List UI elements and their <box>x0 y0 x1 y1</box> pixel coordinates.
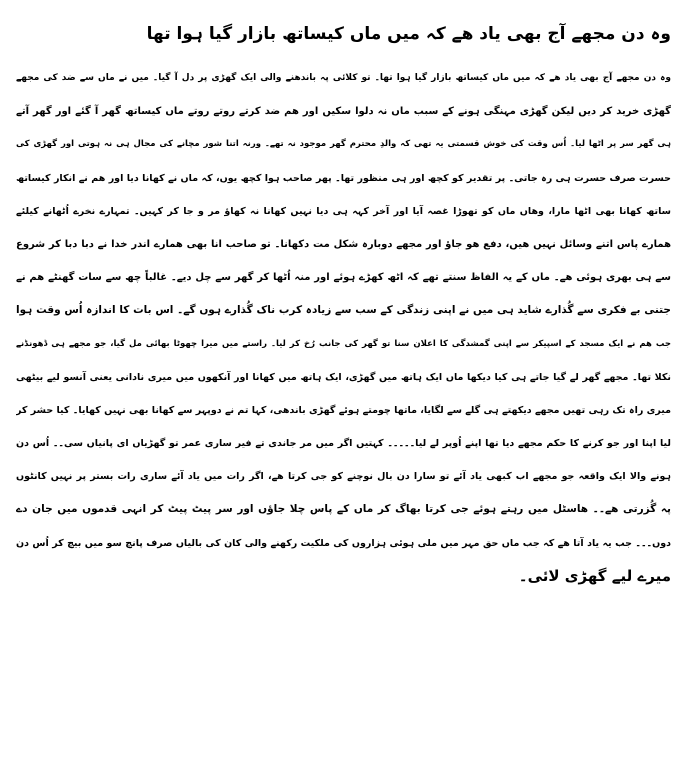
text-line: جتنی بے فکری سے گُذارے شاید ہی میں نے اپنی زندگی کے سب سے زیادہ کرب ناک گُذارے ہوں گے۔ اس بات کا اندازہ اُس وقت ہوا <box>16 304 671 317</box>
text-line: میرے لیے گھڑی لائی۔ <box>518 566 671 585</box>
text-line: میری راہ تک رہی تھیں مجھے دیکھتے ہی گلے سے لگایا، ماتھا چومتے ہوئے گھڑی باندھی، کہا تم نے دوپہر سے کھانا بھی نہیں کھایا۔ کیا حشر کر <box>16 404 671 416</box>
text-line: ھمارے پاس اتنے وسائل نہیں ھیں، دفع ھو جاؤ اور مجھے دوبارہ شکل مت دکھانا۔ تو صاحب انا بھی ھمارے اندر خدا نے دبا دبا کر شروع <box>16 238 671 250</box>
text-line: ہونے والا ایک واقعہ جو مجھے اب کبھی یاد آئے تو سارا دن بال نوچنے کو جی کرتا ھے، اگر رات میں یاد آئے ساری رات بستر پر نہیں کانٹوں <box>16 471 671 483</box>
document-body <box>16 62 671 593</box>
text-line: پہ گُزرتی ھے۔۔ ھاسٹل میں رہتے ہوئے جی کرتا بھاگ کر ماں کے پاس چلا جاؤں اور سر پیٹ پیٹ کر انہی قدموں میں جان دے <box>16 503 671 516</box>
text-line: ساتھ کھانا بھی اٹھا مارا، وھاں ماں کو تھوڑا غصہ آیا اور آخر کہہ ہی دیا نہیں کھانا نہ کھاؤ مر و جا کر کہیں۔ تمہارے نخرے اُٹھانے کیلئے <box>16 205 671 217</box>
text-line: نکلا تھا۔ مجھے گھر لے گیا جاتے ہی کیا دیکھا ماں ایک ہاتھ میں گھڑی، ایک ہاتھ میں کھانا اور آنکھوں میں میری نادانی یعنی آنسو لیے بیٹھی <box>16 371 671 383</box>
text-line: سے ہی بھری ہوئی ھے۔ ماں کے یہ الفاظ سنتے تھے کہ اٹھ کھڑے ہوئے اور منہ اُٹھا کر گھر سے چل دیے۔ غالباً چھ سے سات گھنٹے ھم نے <box>16 272 671 284</box>
text-line: حسرت صرف حسرت ہی رہ جاتی۔ پر تقدیر کو کچھ اور ہی منظور تھا۔ پھر صاحب ہوا کچھ یوں، کہ ماں نے کھانا دیا اور ھم نے انکار کیساتھ <box>16 172 671 184</box>
text-line: جب ھم نے ایک مسجد کے اسپیکر سے اپنی گمشدگی کا اعلان سنا تو گھر کی جانب رُخ کر لیا۔ راستے میں میرا چھوٹا بھائی مل گیا، جو مجھے ہی ڈھونڈنے <box>16 338 671 349</box>
document-title: وہ دن مجھے آج بھی یاد ھے کہ میں ماں کیساتھ بازار گیا ہوا تھا <box>146 24 671 44</box>
text-line: وہ دن مجھے آج بھی یاد ھے کہ میں ماں کیساتھ بازار گیا ہوا تھا۔ تو کلائی پہ باندھنے والی ایک گھڑی پر دل آ گیا۔ میں نے ماں سے ضد کی مجھے <box>16 73 671 83</box>
text-line: لیا اپنا اور جو کرنے کا حکم مجھے دیا تھا اپنے اُوپر لے لیا۔۔۔۔۔ کہتیں اگر میں مر جاندی تے فیر ساری عمر تو گھڑیاں ای پانیاں سی۔۔ اُس دن <box>16 438 671 450</box>
text-line: گھڑی خرید کر دیں لیکن گھڑی مہنگی ہونے کے سبب ماں نہ دلوا سکیں اور ھم ضد کرتے روتے روتے ماں کیساتھ گھر آ گئے اور گھر آتے <box>16 106 671 118</box>
text-line: ہی گھر سر پر اٹھا لیا۔ اُس وقت کی خوش قسمتی یہ تھی کہ والدِ محترم گھر موجود نہ تھے۔ ورنہ اتنا شور مچانے کی مجال ہی نہ ہوتی اور گھڑی کی <box>16 139 671 150</box>
text-line: دوں۔۔۔ جب یہ یاد آتا ھے کہ جب ماں حق مہر میں ملی ہوئی ہزاروں کی ملکیت رکھنے والی کان کی بالیاں صرف پانچ سو میں بیچ کر اُس دن <box>16 537 671 549</box>
